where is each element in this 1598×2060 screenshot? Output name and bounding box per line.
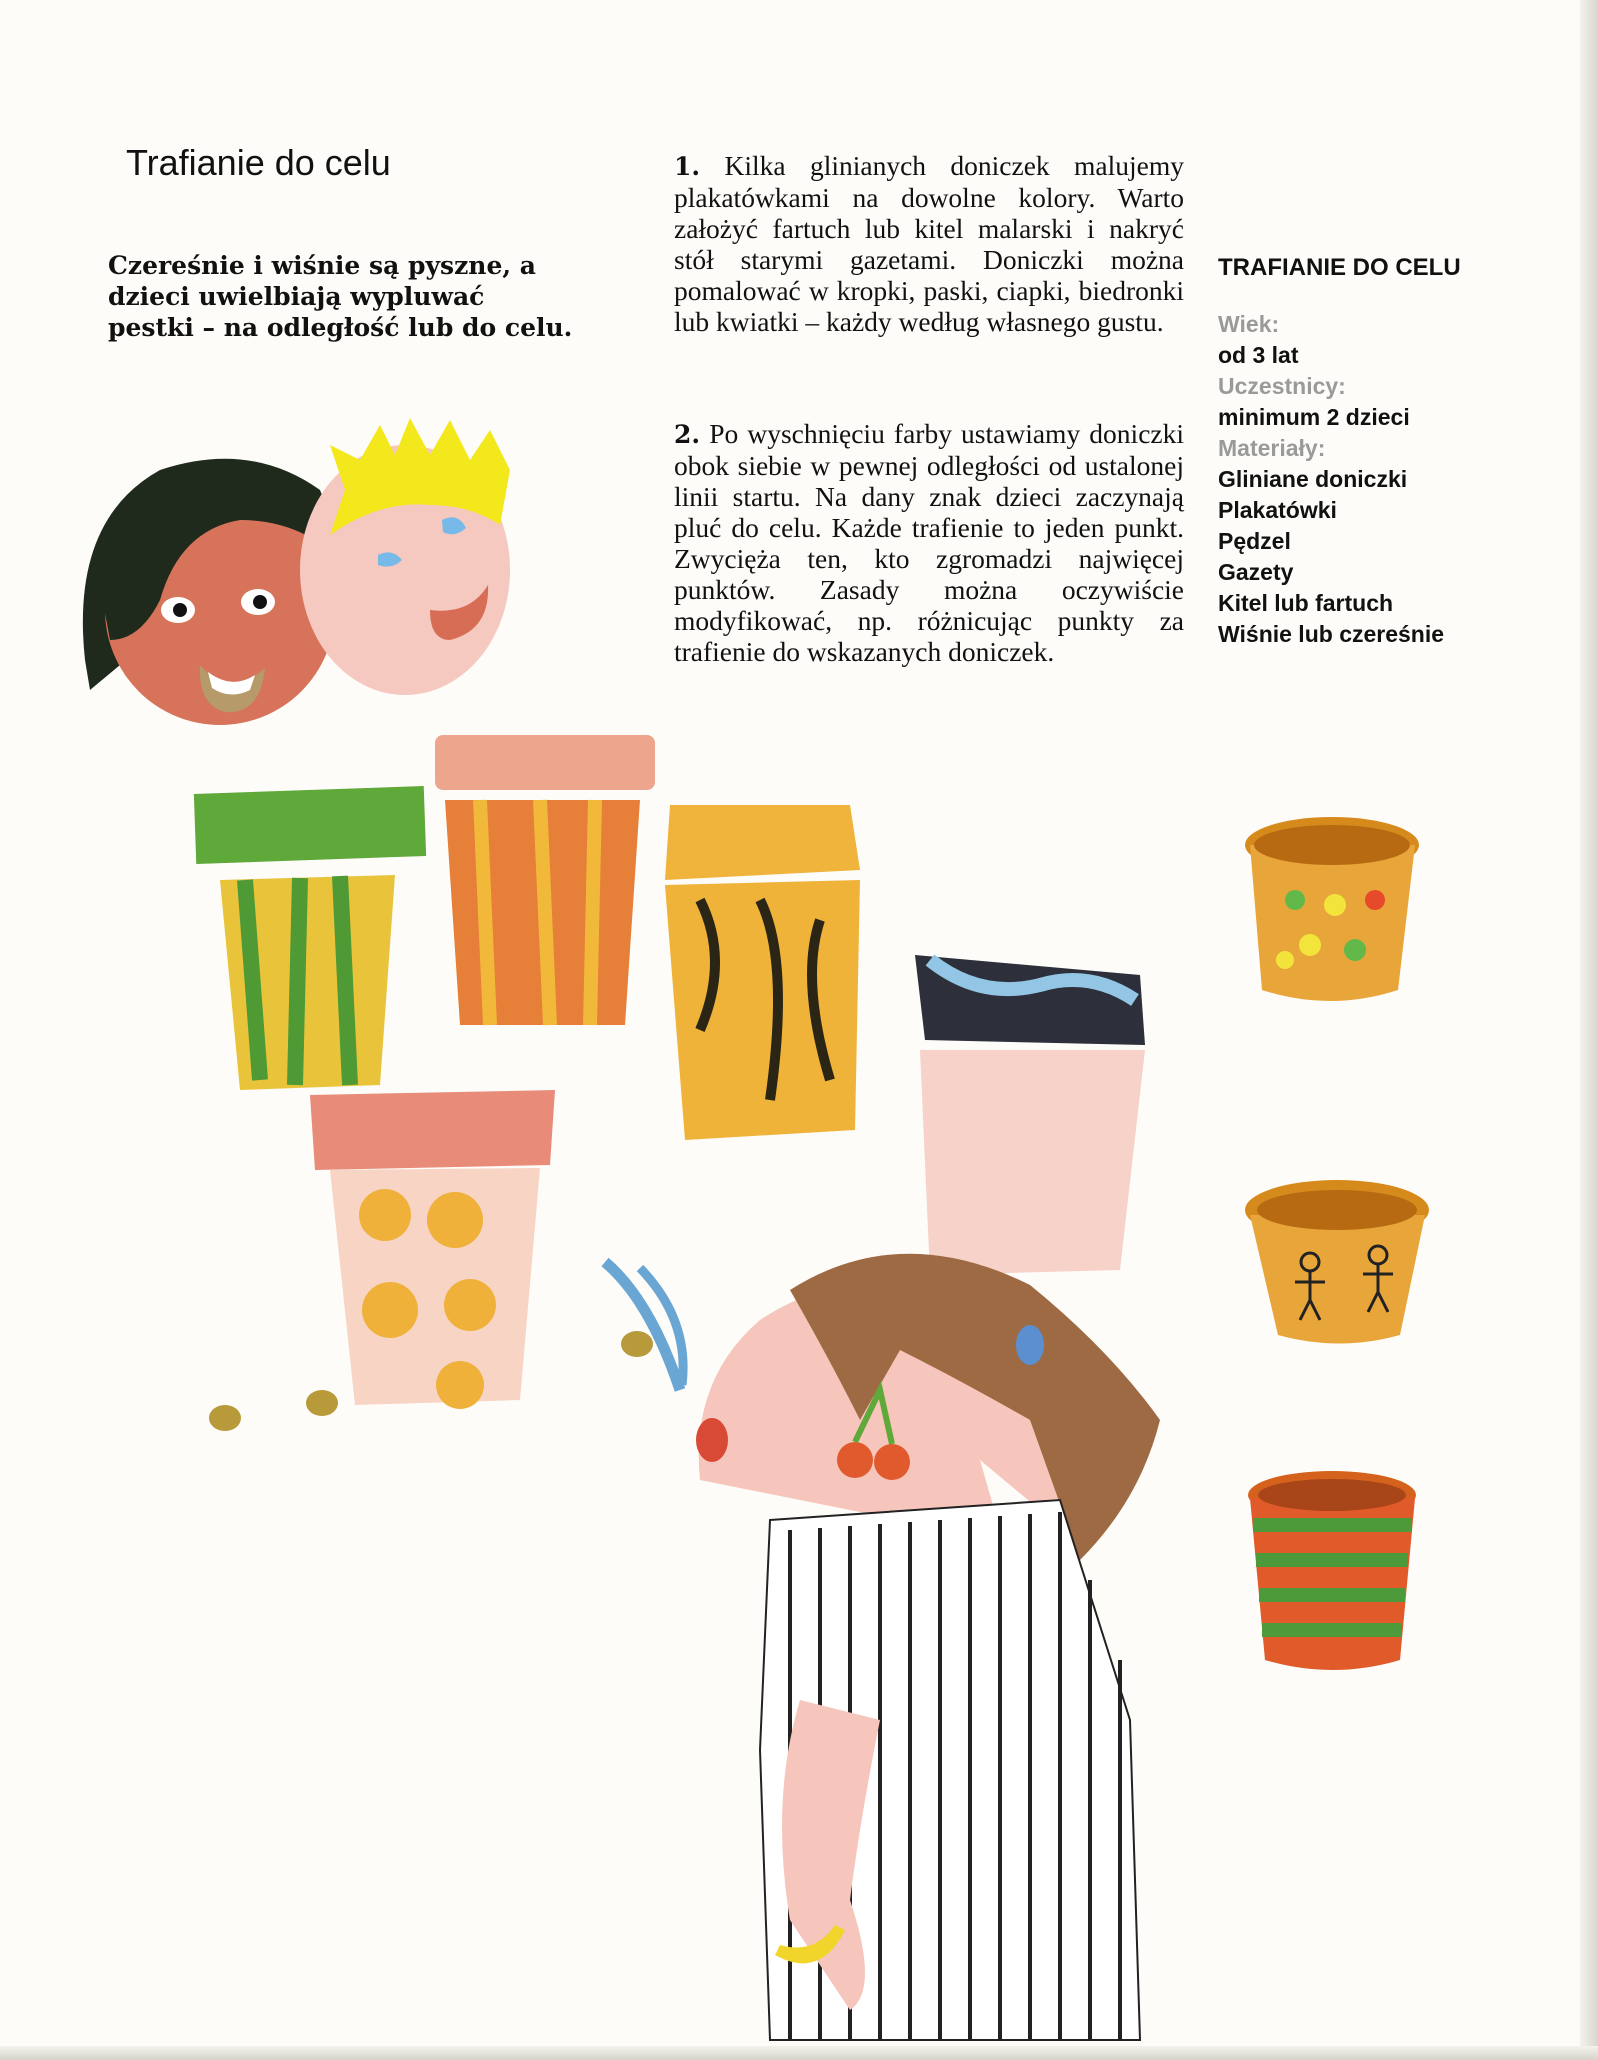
- materials-label: Materiały:: [1218, 435, 1326, 461]
- material-item: Plakatówki: [1218, 497, 1337, 523]
- child-face-dark-hair-illustration: [83, 459, 340, 725]
- page-title: Trafianie do celu: [126, 142, 391, 183]
- participants-label: Uczestnicy:: [1218, 373, 1346, 399]
- info-heading: TRAFIANIE DO CELU: [1218, 254, 1461, 281]
- age-label: Wiek:: [1218, 311, 1280, 337]
- material-item: Pędzel: [1218, 528, 1291, 554]
- step-1-text: Kilka glinianych doniczek malujemy plakatówkami na dowolne kolory. Warto założyć fartuch lub kitel malarski i nakryć stół starymi gazetami. Doniczki można pomalować w kropki, paski, ciapki, biedronki lub kwiatki – każdy według własnego gustu.: [674, 150, 1184, 337]
- child-face-blond-hair-illustration: [300, 418, 510, 695]
- pot-polka-dots-photo: [1245, 817, 1419, 1001]
- step-2-number: 2.: [674, 420, 701, 449]
- material-item: Gliniane doniczki: [1218, 466, 1408, 492]
- pot-stripes-photo: [1248, 1471, 1416, 1670]
- step-2-text: Po wyschnięciu farby ustawiamy doniczki obok siebie w pewnej odległości od ustalonej linii startu. Na dany znak dzieci zaczynają pluć do celu. Każde trafienie to jeden punkt. Zwycięża ten, kto zgromadzi najwięcej punktów. Zasady można oczywiście modyfikować, np. różnicując punkty za trafienie do wskazanych doniczek.: [674, 418, 1184, 667]
- intro-text: Czereśnie i wiśnie są pyszne, a dzieci uwielbiają wypluwać pestki – na odległość lub do celu.: [108, 251, 573, 342]
- step-1-number: 1.: [674, 152, 701, 181]
- girl-spitting-illustration: [605, 1254, 1160, 2040]
- material-item: Gazety: [1218, 559, 1294, 585]
- material-item: Kitel lub fartuch: [1218, 590, 1394, 616]
- material-item: Wiśnie lub czereśnie: [1218, 621, 1445, 647]
- participants-value: minimum 2 dzieci: [1218, 404, 1410, 430]
- pot-stick-figures-photo: [1245, 1180, 1429, 1344]
- age-value: od 3 lat: [1218, 342, 1299, 368]
